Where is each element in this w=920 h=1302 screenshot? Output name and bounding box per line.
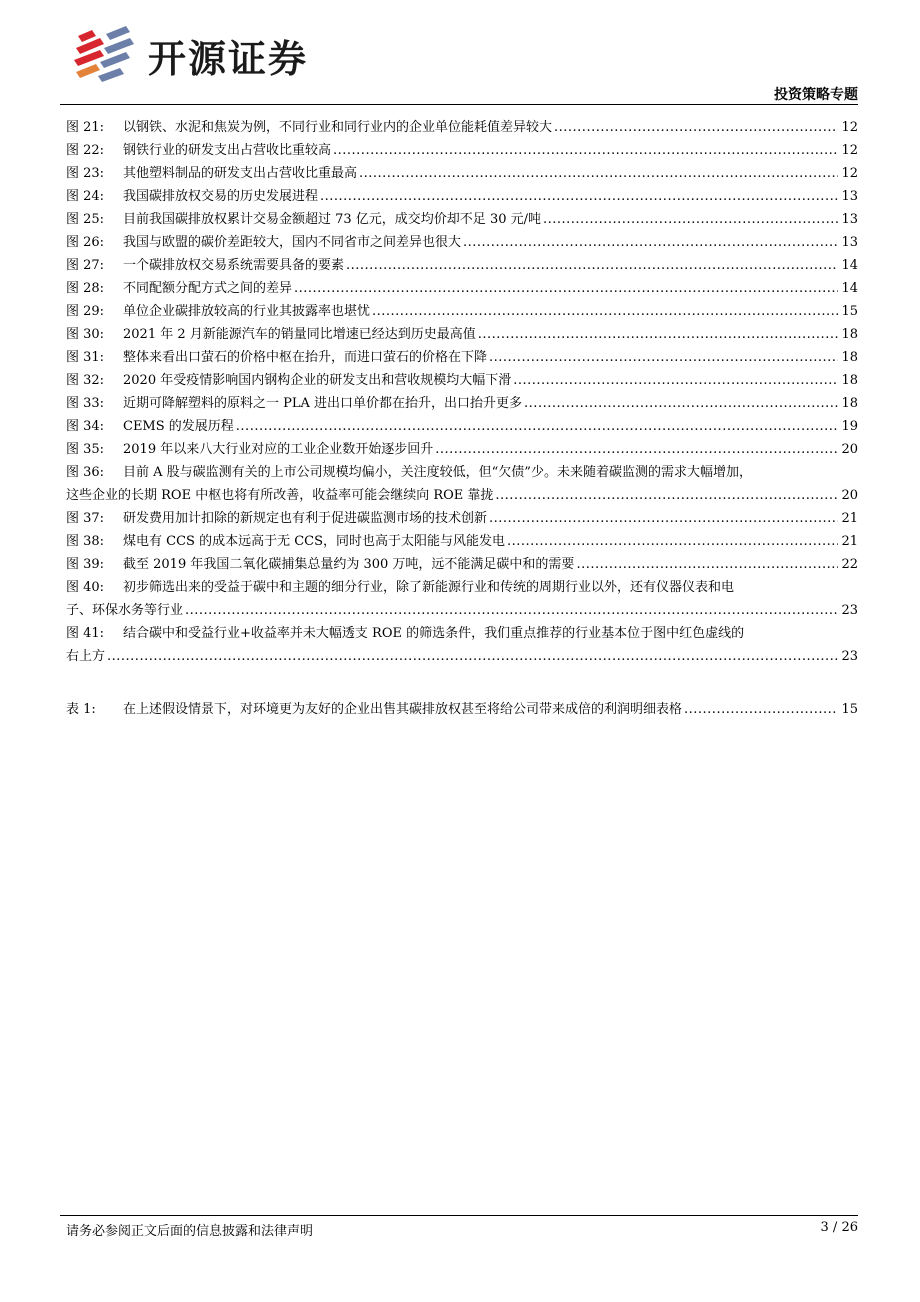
- toc-leader: [554, 116, 838, 139]
- toc-title: 2020 年受疫情影响国内钢构企业的研发支出和营收规模均大幅下滑: [123, 373, 512, 388]
- toc-entry[interactable]: [66, 208, 858, 231]
- brand-name: 开源证券: [148, 37, 309, 81]
- toc-leader: [684, 698, 838, 721]
- toc-entry[interactable]: [66, 323, 858, 346]
- toc-leader: [524, 392, 838, 415]
- toc-page: 21: [841, 511, 858, 526]
- toc-label: 图 32:: [66, 373, 105, 388]
- section-gap: [66, 668, 858, 698]
- toc-leader: [372, 300, 838, 323]
- toc-title-line1: 初步筛选出来的受益于碳中和主题的细分行业，除了新能源行业和传统的周期行业以外，还有仪器仪表和电: [123, 580, 735, 595]
- toc-title: 一个碳排放权交易系统需要具备的要素: [123, 258, 345, 273]
- toc-leader: [495, 484, 838, 507]
- toc-label: 图 23:: [66, 166, 105, 181]
- toc-entry[interactable]: [66, 185, 858, 208]
- toc-title: 我国与欧盟的碳价差距较大，国内不同省市之间差异也很大: [123, 235, 462, 250]
- toc-label: 图 24:: [66, 189, 105, 204]
- toc-label: 图 30:: [66, 327, 105, 342]
- toc-label: 图 39:: [66, 557, 105, 572]
- toc-label: 图 27:: [66, 258, 105, 273]
- brand-logo: [70, 22, 370, 84]
- toc-leader: [359, 162, 838, 185]
- footer-divider: [60, 1215, 858, 1216]
- toc-leader: [489, 507, 838, 530]
- toc-entry-multiline[interactable]: [66, 461, 858, 507]
- toc-page: 12: [841, 143, 858, 158]
- toc-page: 18: [841, 350, 858, 365]
- toc-label: 图 33:: [66, 396, 105, 411]
- toc-page: 21: [841, 534, 858, 549]
- toc-label: 图 31:: [66, 350, 105, 365]
- toc-title-line2: 子、环保水务等行业: [66, 603, 184, 618]
- toc-page: 14: [841, 258, 858, 273]
- toc-title: 2021 年 2 月新能源汽车的销量同比增速已经达到历史最高值: [123, 327, 476, 342]
- toc-entry[interactable]: [66, 346, 858, 369]
- toc-entry[interactable]: [66, 553, 858, 576]
- toc-label: 图 21:: [66, 120, 105, 135]
- toc-title-line1: 结合碳中和受益行业+收益率并未大幅透支 ROE 的筛选条件，我们重点推荐的行业基本位于图中红色虚线的: [123, 626, 745, 641]
- brand-logo-icon: [70, 22, 140, 84]
- toc-leader: [576, 553, 838, 576]
- toc-title-line1: 目前 A 股与碳监测有关的上市公司规模均偏小，关注度较低，但“欠债”少。未来随着碳监测的需求大幅增加，: [123, 465, 752, 480]
- header-divider: [60, 104, 858, 105]
- toc-entry[interactable]: [66, 369, 858, 392]
- toc-title: 钢铁行业的研发支出占营收比重较高: [123, 143, 332, 158]
- toc-label: 图 29:: [66, 304, 105, 319]
- toc-page: 14: [841, 281, 858, 296]
- page-header: [0, 0, 920, 110]
- toc-page: 22: [841, 557, 858, 572]
- toc-leader: [507, 530, 838, 553]
- toc-title: 以钢铁、水泥和焦炭为例，不同行业和同行业内的企业单位能耗值差异较大: [123, 120, 553, 135]
- toc-title: CEMS 的发展历程: [123, 419, 234, 434]
- toc-page: 19: [841, 419, 858, 434]
- toc-page: 13: [841, 189, 858, 204]
- toc-entry[interactable]: [66, 254, 858, 277]
- toc-title: 单位企业碳排放较高的行业其披露率也堪忧: [123, 304, 371, 319]
- toc-title: 其他塑料制品的研发支出占营收比重最高: [123, 166, 358, 181]
- toc-title-line2: 这些企业的长期 ROE 中枢也将有所改善，收益率可能会继续向 ROE 靠拢: [66, 488, 494, 503]
- table-toc-entry[interactable]: [66, 698, 858, 721]
- toc-page: 15: [841, 702, 858, 717]
- toc-entry-multiline[interactable]: [66, 622, 858, 668]
- toc-label: 图 25:: [66, 212, 105, 227]
- toc-title: 截至 2019 年我国二氧化碳捕集总量约为 300 万吨，远不能满足碳中和的需要: [123, 557, 575, 572]
- toc-entry[interactable]: [66, 438, 858, 461]
- report-type: 投资策略专题: [774, 87, 858, 103]
- toc-label: 图 36:: [66, 465, 105, 480]
- toc-label: 图 26:: [66, 235, 105, 250]
- toc-title: 不同配额分配方式之间的差异: [123, 281, 293, 296]
- toc-entry-multiline[interactable]: [66, 576, 858, 622]
- toc-leader: [478, 323, 838, 346]
- toc-page: 20: [841, 488, 858, 503]
- toc-label: 图 40:: [66, 580, 105, 595]
- toc-title: 煤电有 CCS 的成本远高于无 CCS，同时也高于太阳能与风能发电: [123, 534, 505, 549]
- toc-page: 13: [841, 212, 858, 227]
- toc-page: 18: [841, 327, 858, 342]
- toc-label: 图 41:: [66, 626, 105, 641]
- toc-entry[interactable]: [66, 116, 858, 139]
- toc-title: 在上述假设情景下，对环境更为友好的企业出售其碳排放权甚至将给公司带来成倍的利润明细表格: [123, 702, 683, 717]
- toc-title: 近期可降解塑料的原料之一 PLA 进出口单价都在抬升，出口抬升更多: [123, 396, 523, 411]
- toc-entry[interactable]: [66, 530, 858, 553]
- toc-label: 表 1:: [66, 702, 96, 717]
- toc-leader: [107, 645, 838, 668]
- toc-leader: [463, 231, 838, 254]
- toc-page: 12: [841, 166, 858, 181]
- toc-title: 我国碳排放权交易的历史发展进程: [123, 189, 319, 204]
- toc-page: 18: [841, 373, 858, 388]
- toc-entry[interactable]: [66, 415, 858, 438]
- toc-leader: [185, 599, 838, 622]
- toc-page: 23: [841, 603, 858, 618]
- figure-table-of-contents: [66, 116, 858, 721]
- toc-leader: [346, 254, 838, 277]
- toc-label: 图 34:: [66, 419, 105, 434]
- toc-leader: [333, 139, 838, 162]
- toc-leader: [294, 277, 838, 300]
- toc-page: 15: [841, 304, 858, 319]
- toc-label: 图 37:: [66, 511, 105, 526]
- toc-leader: [489, 346, 838, 369]
- toc-title: 目前我国碳排放权累计交易金额超过 73 亿元，成交均价却不足 30 元/吨: [123, 212, 541, 227]
- toc-entry[interactable]: [66, 392, 858, 415]
- toc-leader: [236, 415, 838, 438]
- toc-title: 整体来看出口萤石的价格中枢在抬升，而进口萤石的价格在下降: [123, 350, 488, 365]
- toc-page: 13: [841, 235, 858, 250]
- page-number: 3 / 26: [820, 1220, 858, 1235]
- toc-entry[interactable]: [66, 162, 858, 185]
- toc-title-line2: 右上方: [66, 649, 106, 664]
- toc-title: 研发费用加计扣除的新规定也有利于促进碳监测市场的技术创新: [123, 511, 488, 526]
- toc-page: 12: [841, 120, 858, 135]
- footer-disclaimer: 请务必参阅正文后面的信息披露和法律声明: [66, 1224, 314, 1239]
- toc-label: 图 38:: [66, 534, 105, 549]
- toc-entry[interactable]: [66, 139, 858, 162]
- toc-label: 图 22:: [66, 143, 105, 158]
- toc-entry[interactable]: [66, 277, 858, 300]
- toc-leader: [543, 208, 838, 231]
- toc-leader: [320, 185, 838, 208]
- toc-entry[interactable]: [66, 231, 858, 254]
- toc-entry[interactable]: [66, 300, 858, 323]
- toc-entry[interactable]: [66, 507, 858, 530]
- toc-label: 图 28:: [66, 281, 105, 296]
- toc-title: 2019 年以来八大行业对应的工业企业数开始逐步回升: [123, 442, 434, 457]
- toc-leader: [435, 438, 838, 461]
- toc-page: 23: [841, 649, 858, 664]
- toc-label: 图 35:: [66, 442, 105, 457]
- toc-page: 18: [841, 396, 858, 411]
- toc-page: 20: [841, 442, 858, 457]
- toc-leader: [513, 369, 838, 392]
